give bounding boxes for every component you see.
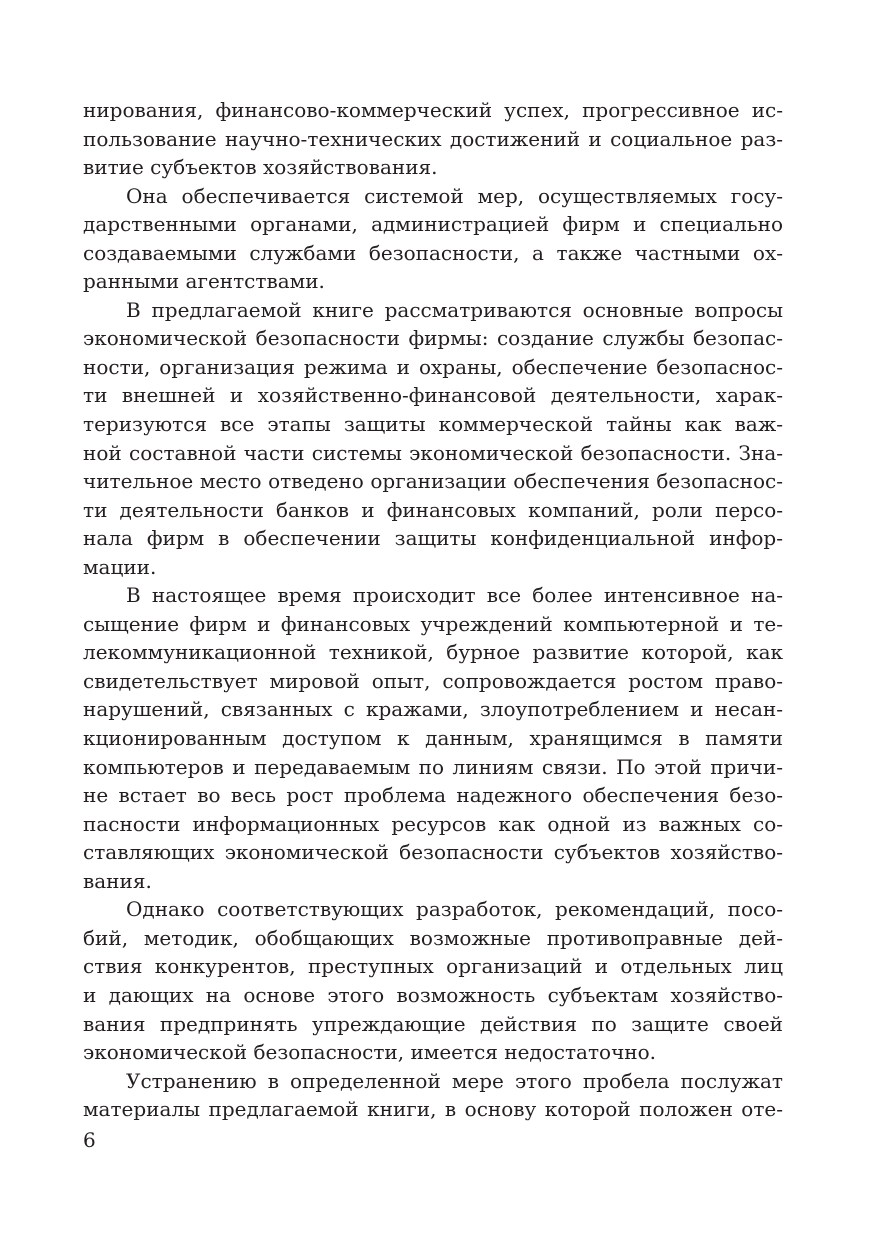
text-line: лекоммуникационной техникой, бурное развитие которой, как: [83, 640, 783, 665]
text-line: витие субъектов хозяйствования.: [83, 155, 438, 180]
page-body: [83, 96, 783, 1124]
text-line: материалы предлагаемой книги, в основу которой положен оте-: [83, 1097, 783, 1122]
text-line: Устранению в определенной мере этого пробела послужат: [126, 1068, 783, 1093]
text-line: вания предпринять упреждающие действия по защите своей: [83, 1011, 783, 1036]
text-line: теризуются все этапы защиты коммерческой тайны как важ-: [83, 412, 783, 437]
text-line: ной составной части системы экономической безопасности. Зна-: [83, 440, 783, 465]
text-line: В настоящее время происходит все более интенсивное на-: [126, 583, 783, 608]
paragraph-3: [83, 296, 783, 581]
text-line: дарственными органами, администрацией фирм и специально: [83, 212, 783, 237]
text-line: вания.: [83, 868, 152, 893]
text-line: бий, методик, обобщающих возможные противоправные дей-: [83, 925, 783, 950]
text-line: В предлагаемой книге рассматриваются основные вопросы: [126, 297, 783, 322]
text-line: ти деятельности банков и финансовых компаний, роли персо-: [83, 497, 783, 522]
text-line: компьютеров и передаваемым по линиям связи. По этой причи-: [83, 754, 783, 779]
text-line: ствия конкурентов, преступных организаций и отдельных лиц: [83, 954, 783, 979]
text-line: свидетельствует мировой опыт, сопровождается ростом право-: [83, 668, 783, 693]
text-line: экономической безопасности фирмы: создание службы безопас-: [83, 326, 783, 351]
text-line: нала фирм в обеспечении защиты конфиденциальной инфор-: [83, 526, 783, 551]
text-line: и дающих на основе этого возможность субъектам хозяйство-: [83, 982, 783, 1007]
text-line: создаваемыми службами безопасности, а также частными ох-: [83, 240, 783, 265]
paragraph-6: [83, 1067, 783, 1124]
text-line: сыщение фирм и финансовых учреждений компьютерной и те-: [83, 611, 783, 636]
paragraph-2: [83, 182, 783, 296]
text-line: Она обеспечивается системой мер, осуществляемых госу-: [126, 183, 783, 208]
text-line: мации.: [83, 554, 157, 579]
text-line: пользование научно-технических достижений и социальное раз-: [83, 126, 783, 151]
paragraph-1: [83, 96, 783, 182]
text-line: кционированным доступом к данным, хранящимся в памяти: [83, 726, 783, 751]
text-line: чительное место отведено организации обеспечения безопаснос-: [83, 469, 783, 494]
text-line: Однако соответствующих разработок, рекомендаций, посо-: [126, 897, 783, 922]
paragraph-5: [83, 895, 783, 1066]
text-line: пасности информационных ресурсов как одной из важных со-: [83, 811, 783, 836]
text-line: ставляющих экономической безопасности субъектов хозяйство-: [83, 840, 783, 865]
page-number: 6: [83, 1128, 96, 1152]
text-line: нарушений, связанных с кражами, злоупотреблением и несан-: [83, 697, 783, 722]
text-line: нирования, финансово-коммерческий успех, прогрессивное ис-: [83, 98, 783, 122]
text-line: не встает во весь рост проблема надежного обеспечения безо-: [83, 783, 783, 808]
text-line: ности, организация режима и охраны, обеспечение безопаснос-: [83, 354, 783, 379]
paragraph-4: [83, 581, 783, 895]
text-line: ти внешней и хозяйственно-финансовой деятельности, харак-: [83, 383, 783, 408]
text-line: экономической безопасности, имеется недостаточно.: [83, 1040, 657, 1065]
text-line: ранными агентствами.: [83, 269, 325, 294]
